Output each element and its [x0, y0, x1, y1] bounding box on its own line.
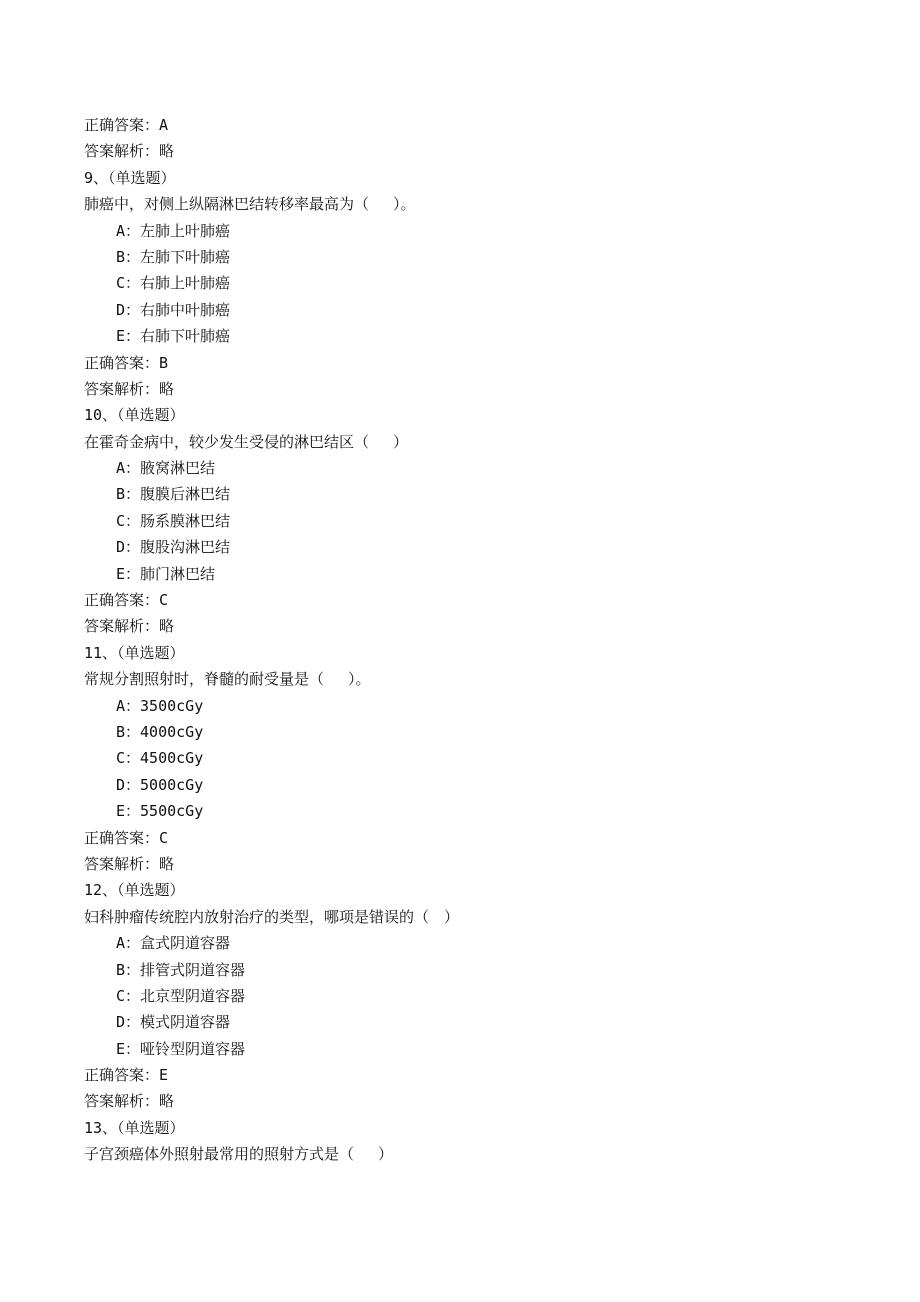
option-a: A：3500cGy — [116, 696, 204, 715]
option-d: D：模式阴道容器 — [116, 1013, 231, 1032]
option-c: C：北京型阴道容器 — [116, 986, 246, 1005]
option-d: D：腹股沟淋巴结 — [116, 538, 231, 557]
option-b: B：4000cGy — [116, 722, 204, 741]
question-header: 10、（单选题） — [84, 406, 185, 425]
answer-line: 正确答案：C — [84, 828, 169, 847]
question-header: 11、（单选题） — [84, 643, 185, 662]
option-d: D：右肺中叶肺癌 — [116, 300, 231, 319]
option-a: A：盒式阴道容器 — [116, 934, 231, 953]
question-stem: 妇科肿瘤传统腔内放射治疗的类型，哪项是错误的（ ） — [84, 907, 460, 926]
option-a: A：腋窝淋巴结 — [116, 459, 216, 478]
option-e: E：5500cGy — [116, 802, 204, 821]
question-header: 9、（单选题） — [84, 168, 176, 187]
option-e: E：右肺下叶肺癌 — [116, 327, 231, 346]
analysis-line: 答案解析：略 — [84, 617, 175, 636]
option-d: D：5000cGy — [116, 775, 204, 794]
answer-line: 正确答案：A — [84, 116, 169, 134]
option-b: B：左肺下叶肺癌 — [116, 247, 231, 266]
document-page — [84, 112, 884, 1168]
option-b: B：排管式阴道容器 — [116, 960, 246, 979]
option-c: C：右肺上叶肺癌 — [116, 274, 231, 293]
option-a: A：左肺上叶肺癌 — [116, 221, 231, 240]
analysis-line: 答案解析：略 — [84, 854, 175, 873]
analysis-line: 答案解析：略 — [84, 1092, 175, 1111]
question-stem: 在霍奇金病中，较少发生受侵的淋巴结区（ ） — [84, 432, 409, 451]
analysis-line: 答案解析：略 — [84, 379, 175, 398]
question-stem: 肺癌中，对侧上纵隔淋巴结转移率最高为（ ）。 — [84, 195, 416, 214]
answer-line: 正确答案：B — [84, 353, 169, 372]
question-stem: 子宫颈癌体外照射最常用的照射方式是（ ） — [84, 1145, 394, 1164]
option-e: E：肺门淋巴结 — [116, 564, 216, 583]
question-stem: 常规分割照射时，脊髓的耐受量是（ ）。 — [84, 670, 371, 689]
option-c: C：肠系膜淋巴结 — [116, 511, 231, 530]
answer-line: 正确答案：E — [84, 1066, 169, 1085]
option-c: C：4500cGy — [116, 749, 204, 768]
analysis-line: 答案解析：略 — [84, 142, 175, 161]
option-e: E：哑铃型阴道容器 — [116, 1039, 246, 1058]
option-b: B：腹膜后淋巴结 — [116, 485, 231, 504]
question-header: 13、（单选题） — [84, 1118, 185, 1137]
question-header: 12、（单选题） — [84, 881, 185, 900]
answer-line: 正确答案：C — [84, 591, 169, 610]
